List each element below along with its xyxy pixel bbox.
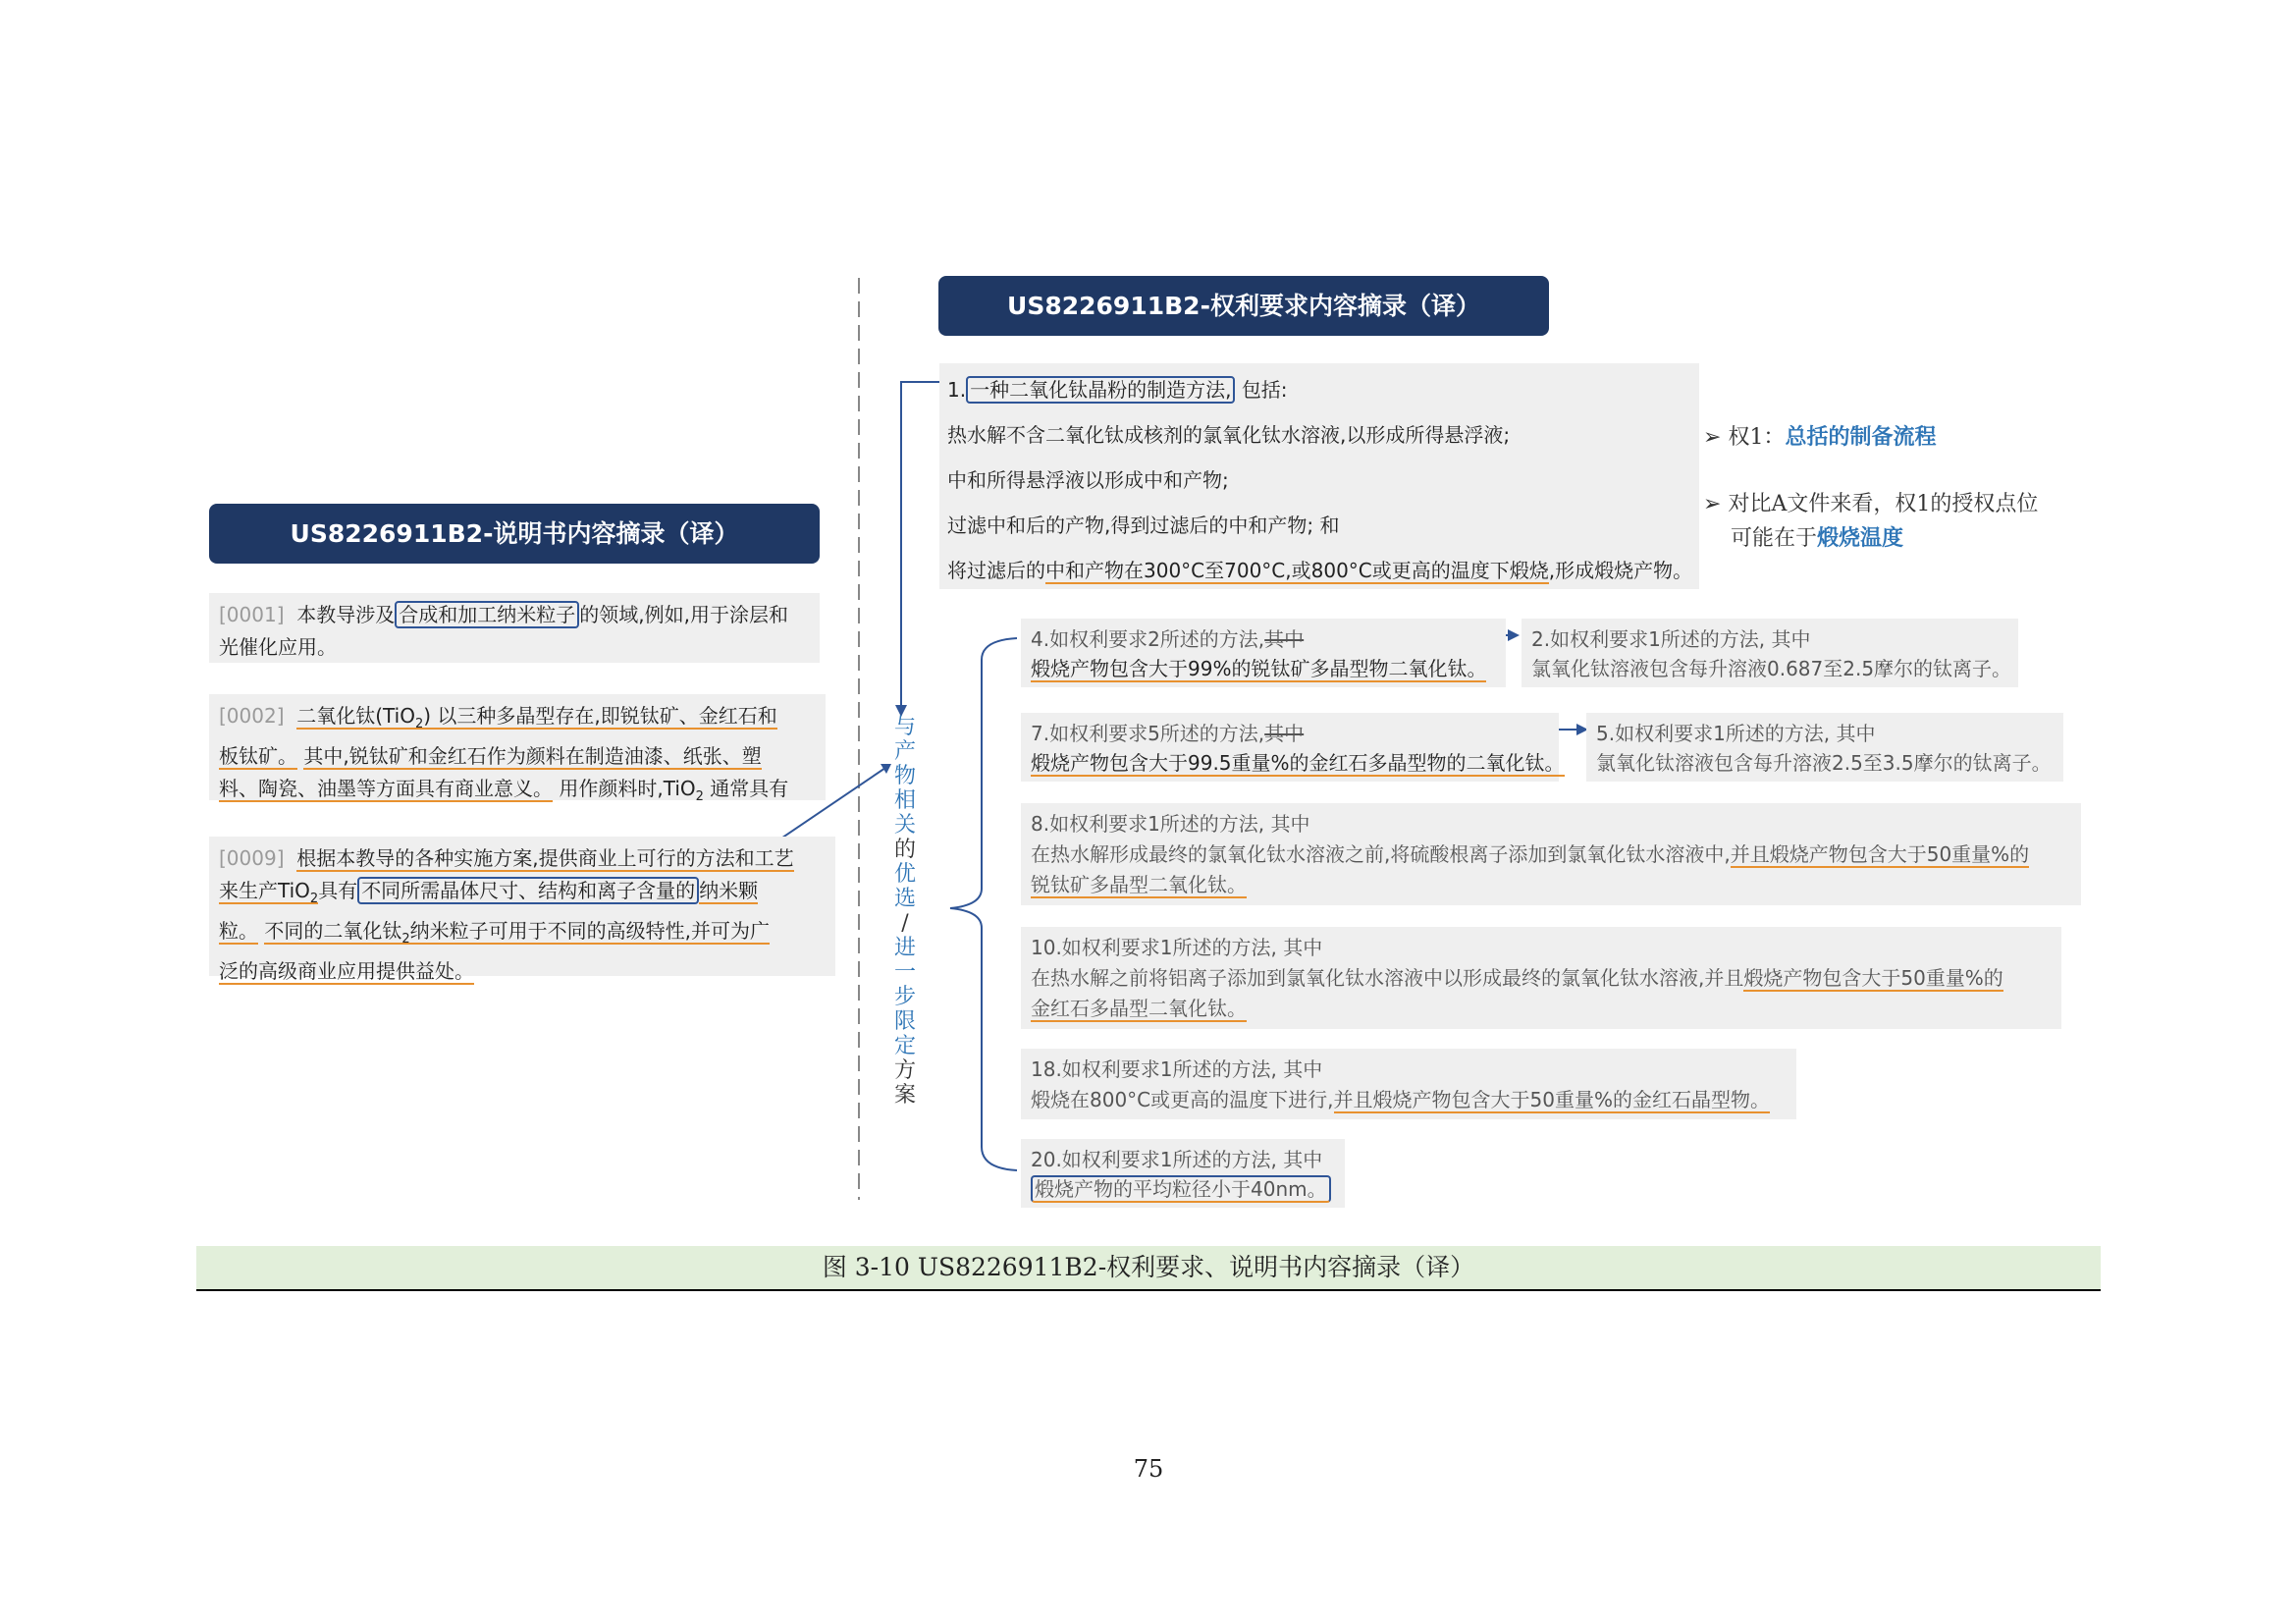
page-number: 75 [1133,1455,1164,1483]
claim1-subject: 一种二氧化钛晶粉的制造方法, [966,376,1235,404]
claims-brace [950,638,1017,1170]
spec-para-0001: [0001] 本教导涉及 合成和加工纳米粒子 的领域,例如,用于涂层和 光催化应用。 [209,593,820,663]
claim-7-box: 7.如权利要求5所述的方法,其中 煅烧产物包含大于99.5重量%的金红石多晶型物的二氧化钛。 [1021,713,1559,782]
claim-8-box: 8.如权利要求1所述的方法, 其中 在热水解形成最终的氯氧化钛水溶液之前,将硫酸根离子添加到氯氧化钛水溶液中,并且煅烧产物包含大于50重量%的 锐钛矿多晶型二氧化钛。 [1021,803,2081,905]
vertical-label: 与 产 物 相 关 的 优 选 / 进 一 步 限 定 方 案 [893,715,916,1108]
claim-10-box: 10.如权利要求1所述的方法, 其中 在热水解之前将铝离子添加到氯氧化钛水溶液中以形成最终的氯氧化钛水溶液,并且煅烧产物包含大于50重量%的 金红石多晶型二氧化钛。 [1021,927,2061,1029]
spec-para-0002: [0002] 二氧化钛(TiO$_2$) 以三种多晶型存在,即锐钛矿、金红石和 板钛矿。 其中,锐钛矿和金红石作为颜料在制造油漆、纸张、塑 料、陶瓷、油墨等方面具有商业意义。 用作颜料时,TiO$_2$ 通常具有 [209,694,826,800]
note-comparison: ➢ 对比A文件来看，权1的授权点位 可能在于煅烧温度 [1703,492,2039,551]
claim1-bracket [901,382,944,712]
figure-caption: 图 3-10 US8226911B2-权利要求、说明书内容摘录（译） [196,1246,2101,1291]
arrow-head-right [881,764,891,774]
claim-1-box: 1. 一种二氧化钛晶粉的制造方法, 包括: 热水解不含二氧化钛成核剂的氯氧化钛水溶液,以形成所得悬浮液; 中和所得悬浮液以形成中和产物; 过滤中和后的产物,得到过滤后的中和产物; 和 将过滤后的中和产物在300°C至700°C,或800°C或更高的温度下煅烧,形成煅烧产物。 [939,363,1699,589]
claim-5-box: 5.如权利要求1所述的方法, 其中 氯氧化钛溶液包含每升溶液2.5至3.5摩尔的钛离子。 [1586,713,2063,782]
spec-header: US8226911B2-说明书内容摘录（译） [209,504,820,564]
claim-20-box: 20.如权利要求1所述的方法, 其中 煅烧产物的平均粒径小于40nm。 [1021,1139,1345,1208]
claim-18-box: 18.如权利要求1所述的方法, 其中 煅烧在800°C或更高的温度下进行,并且煅烧产物包含大于50重量%的金红石晶型物。 [1021,1049,1796,1119]
note-claim1: ➢ 权1：总括的制备流程 [1703,424,1937,450]
claim-4-box: 4.如权利要求2所述的方法,其中 煅烧产物包含大于99%的锐钛矿多晶型物二氧化钛。 [1021,619,1506,687]
spec-para-0009: [0009] 根据本教导的各种实施方案,提供商业上可行的方法和工艺 来生产TiO$_2$具有 不同所需晶体尺寸、结构和离子含量的 纳米颗 粒。 不同的二氧化钛$_2$纳米粒子可用于不同的高级特性,并可为广 泛的高级商业应用提供益处。 [209,837,835,976]
claim-2-box: 2.如权利要求1所述的方法, 其中 氯氧化钛溶液包含每升溶液0.687至2.5摩尔的钛离子。 [1522,619,2018,687]
claims-header: US8226911B2-权利要求内容摘录（译） [938,276,1549,336]
